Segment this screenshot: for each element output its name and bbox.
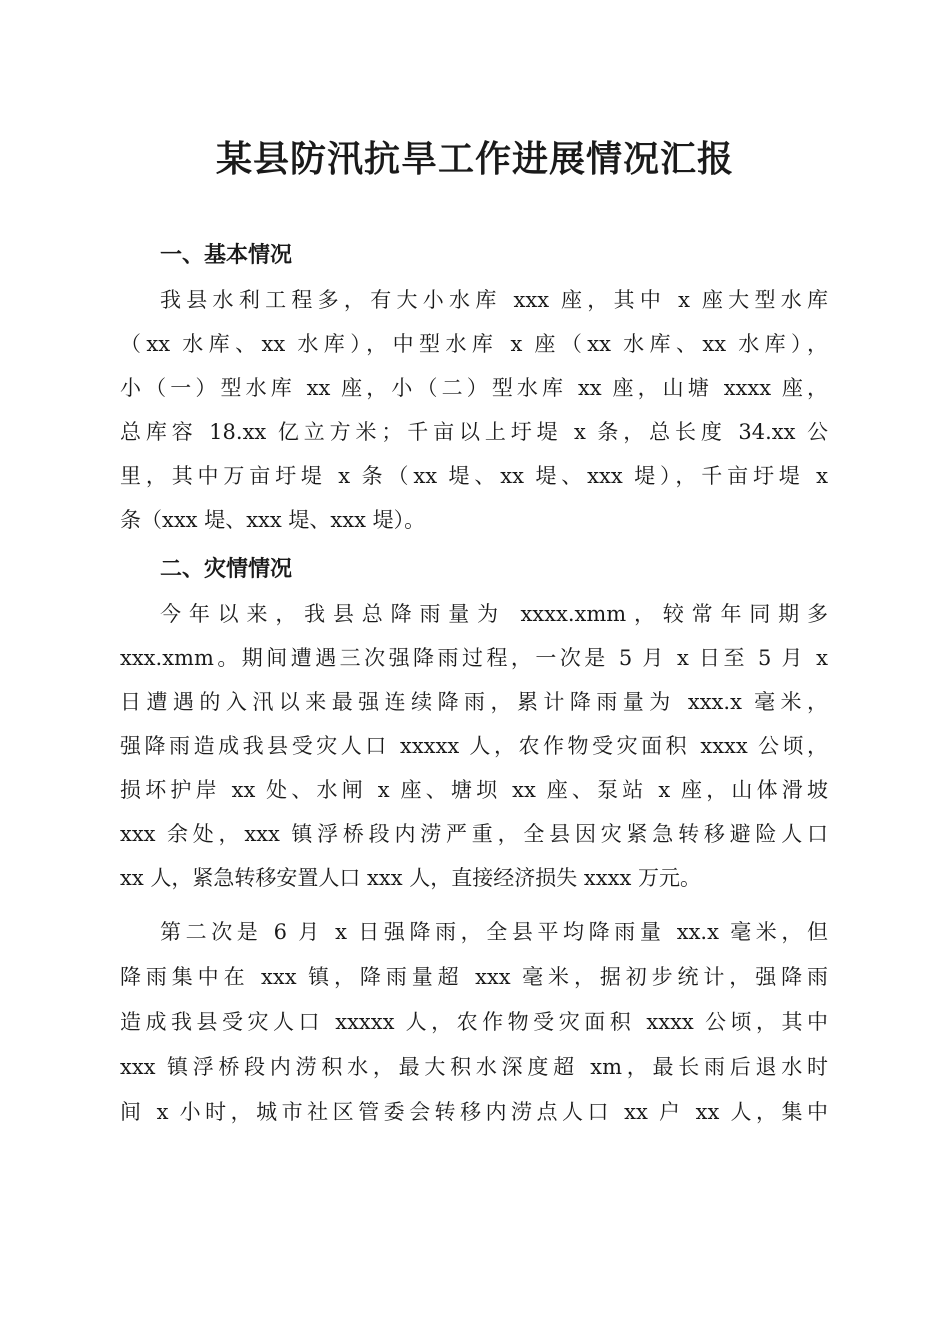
text-line: 我县水利工程多，有大小水库 xxx 座，其中 x 座大型水库 bbox=[160, 288, 828, 312]
text-line: 里，其中万亩圩堤 x 条（xx 堤、xx 堤、xxx 堤），千亩圩堤 x bbox=[120, 464, 828, 488]
text-line: xxx.xmm。期间遭遇三次强降雨过程，一次是 5 月 x 日至 5 月 x bbox=[120, 646, 828, 670]
paragraph-basic-situation bbox=[120, 278, 828, 542]
text-line: xxx 镇浮桥段内涝积水，最大积水深度超 xm，最长雨后退水时 bbox=[120, 1055, 828, 1079]
text-line: xx 人，紧急转移安置人口 xxx 人，直接经济损失 xxxx 万元。 bbox=[120, 866, 701, 890]
paragraph-disaster-situation bbox=[120, 592, 828, 900]
text-line: 今年以来，我县总降雨量为 xxxx.xmm，较常年同期多 bbox=[160, 602, 828, 626]
text-line: （xx 水库、xx 水库），中型水库 x 座（xx 水库、xx 水库）， bbox=[120, 332, 828, 356]
text-line: 造成我县受灾人口 xxxxx 人，农作物受灾面积 xxxx 公顷，其中 bbox=[120, 1010, 828, 1034]
paragraph-second-rainfall bbox=[120, 910, 828, 1135]
text-line: 间 x 小时，城市社区管委会转移内涝点人口 xx 户 xx 人，集中 bbox=[120, 1100, 828, 1124]
text-line: 损坏护岸 xx 处、水闸 x 座、塘坝 xx 座、泵站 x 座，山体滑坡 bbox=[120, 778, 828, 802]
text-line: 条（xxx 堤、xxx 堤、xxx 堤）。 bbox=[120, 508, 426, 532]
text-line: 总库容 18.xx 亿立方米；千亩以上圩堤 x 条，总长度 34.xx 公 bbox=[120, 420, 828, 444]
text-line: 小（一）型水库 xx 座，小（二）型水库 xx 座，山塘 xxxx 座， bbox=[120, 376, 828, 400]
section-heading-basic-situation: 一、基本情况 bbox=[160, 243, 293, 268]
text-line: 日遭遇的入汛以来最强连续降雨，累计降雨量为 xxx.x 毫米， bbox=[120, 690, 828, 714]
text-line: 强降雨造成我县受灾人口 xxxxx 人，农作物受灾面积 xxxx 公顷， bbox=[120, 734, 828, 758]
document-title: 某县防汛抗旱工作进展情况汇报 bbox=[215, 138, 734, 180]
text-line: 第二次是 6 月 x 日强降雨，全县平均降雨量 xx.x 毫米，但 bbox=[160, 920, 828, 944]
document-body bbox=[120, 228, 828, 1135]
text-line: 降雨集中在 xxx 镇，降雨量超 xxx 毫米，据初步统计，强降雨 bbox=[120, 965, 828, 989]
text-line: xxx 余处，xxx 镇浮桥段内涝严重，全县因灾紧急转移避险人口 bbox=[120, 822, 828, 846]
section-heading-disaster-situation: 二、灾情情况 bbox=[160, 557, 293, 582]
